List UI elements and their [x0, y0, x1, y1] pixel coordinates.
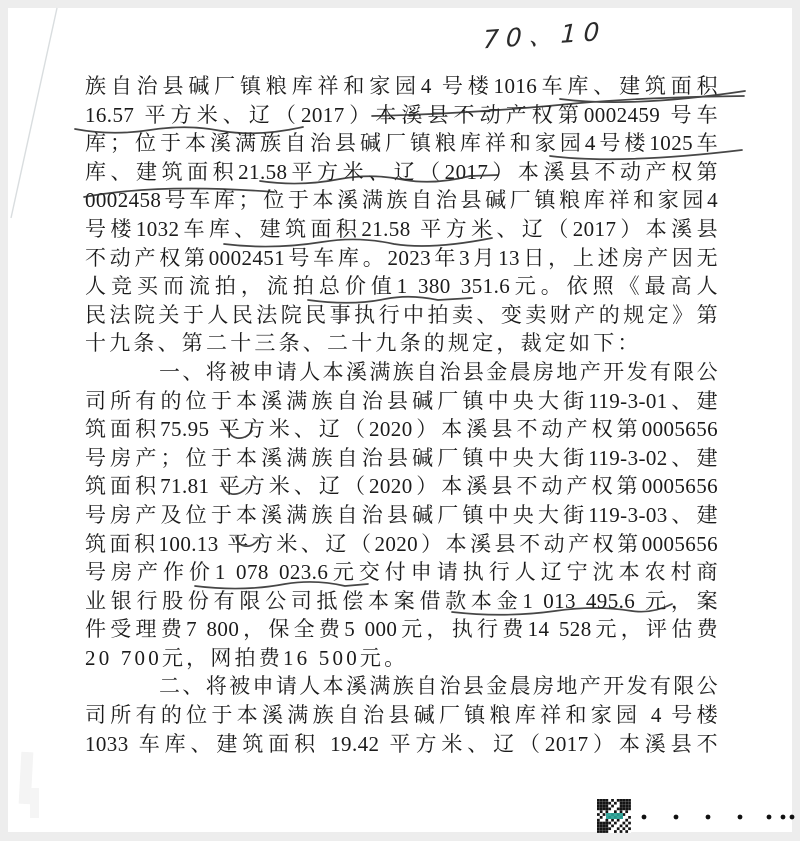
document-line: 1033 车库、建筑面积 19.42 平方米、辽（2017）本溪县不: [85, 731, 718, 756]
document-line: 20 700元，网拍费16 500元。: [85, 645, 409, 670]
document-line: 民法院关于人民法院民事执行中拍卖、变卖财产的规定》第: [85, 302, 718, 327]
document-line: 库；位于本溪满族自治县碱厂镇粮库祥和家园4号楼1025车: [85, 131, 718, 156]
dot: [767, 815, 772, 820]
dot: [781, 815, 786, 820]
document-line: 司所有的位于本溪满族自治县碱厂镇中央大街119-3-01、建: [85, 388, 718, 413]
document-line: 0002458号车库；位于本溪满族自治县碱厂镇粮库祥和家园4: [85, 188, 718, 213]
document-line: 十九条、第二十三条、二十九条的规定，裁定如下：: [85, 331, 642, 356]
dot: [642, 815, 647, 820]
qr-code: [597, 799, 631, 833]
document-line: 族自治县碱厂镇粮库祥和家园4 号楼1016车库、建筑面积: [85, 74, 718, 98]
document-line: 16.57 平方米、辽（2017）本溪县不动产权第0002459 号车: [85, 102, 718, 127]
document-line: 二、将被申请人本溪满族自治县金晨房地产开发有限公: [159, 674, 718, 699]
document-line: 筑面积75.95 平方米、辽（2020）本溪县不动产权第0005656: [85, 417, 718, 442]
document-line: 业银行股份有限公司抵偿本案借款本金1 013 495.6 元，案: [85, 588, 718, 613]
dot: [790, 815, 795, 820]
document-body: [85, 72, 718, 758]
document-line: 号房产作价1 078 023.6元交付申请执行人辽宁沈本农村商: [85, 560, 718, 585]
qr-accent-mark: [606, 813, 623, 819]
document-line: 人竞买而流拍，流拍总价值1 380 351.6元。依照《最高人: [85, 274, 718, 299]
document-line: 库、建筑面积21.58平方米、辽（2017）本溪县不动产权第: [85, 159, 718, 184]
document-line: 号楼1032车库、建筑面积21.58 平方米、辽（2017）本溪县: [85, 216, 718, 241]
document-line: 号房产；位于本溪满族自治县碱厂镇中央大街119-3-02、建: [85, 445, 718, 470]
document-line: 司所有的位于本溪满族自治县碱厂镇粮库祥和家园 4 号楼: [85, 703, 718, 728]
document-line: 不动产权第0002451号车库。2023年3月13日，上述房产因无: [85, 245, 718, 270]
document-line: 筑面积71.81 平方米、辽（2020）本溪县不动产权第0005656: [85, 474, 718, 499]
document-line: 号房产及位于本溪满族自治县碱厂镇中央大街119-3-03、建: [85, 502, 718, 527]
dot: [674, 815, 679, 820]
document-line: 一、将被申请人本溪满族自治县金晨房地产开发有限公: [159, 359, 718, 384]
dots: [642, 815, 795, 820]
handwritten-page-note: 70、10: [482, 16, 607, 55]
document-line: 筑面积100.13 平方米、辽（2020）本溪县不动产权第0005656: [85, 531, 718, 556]
document-line: 件受理费7 800，保全费5 000元，执行费14 528元，评估费: [85, 617, 718, 642]
dot: [706, 815, 711, 820]
separator-dots: [636, 806, 800, 828]
dot: [738, 815, 743, 820]
